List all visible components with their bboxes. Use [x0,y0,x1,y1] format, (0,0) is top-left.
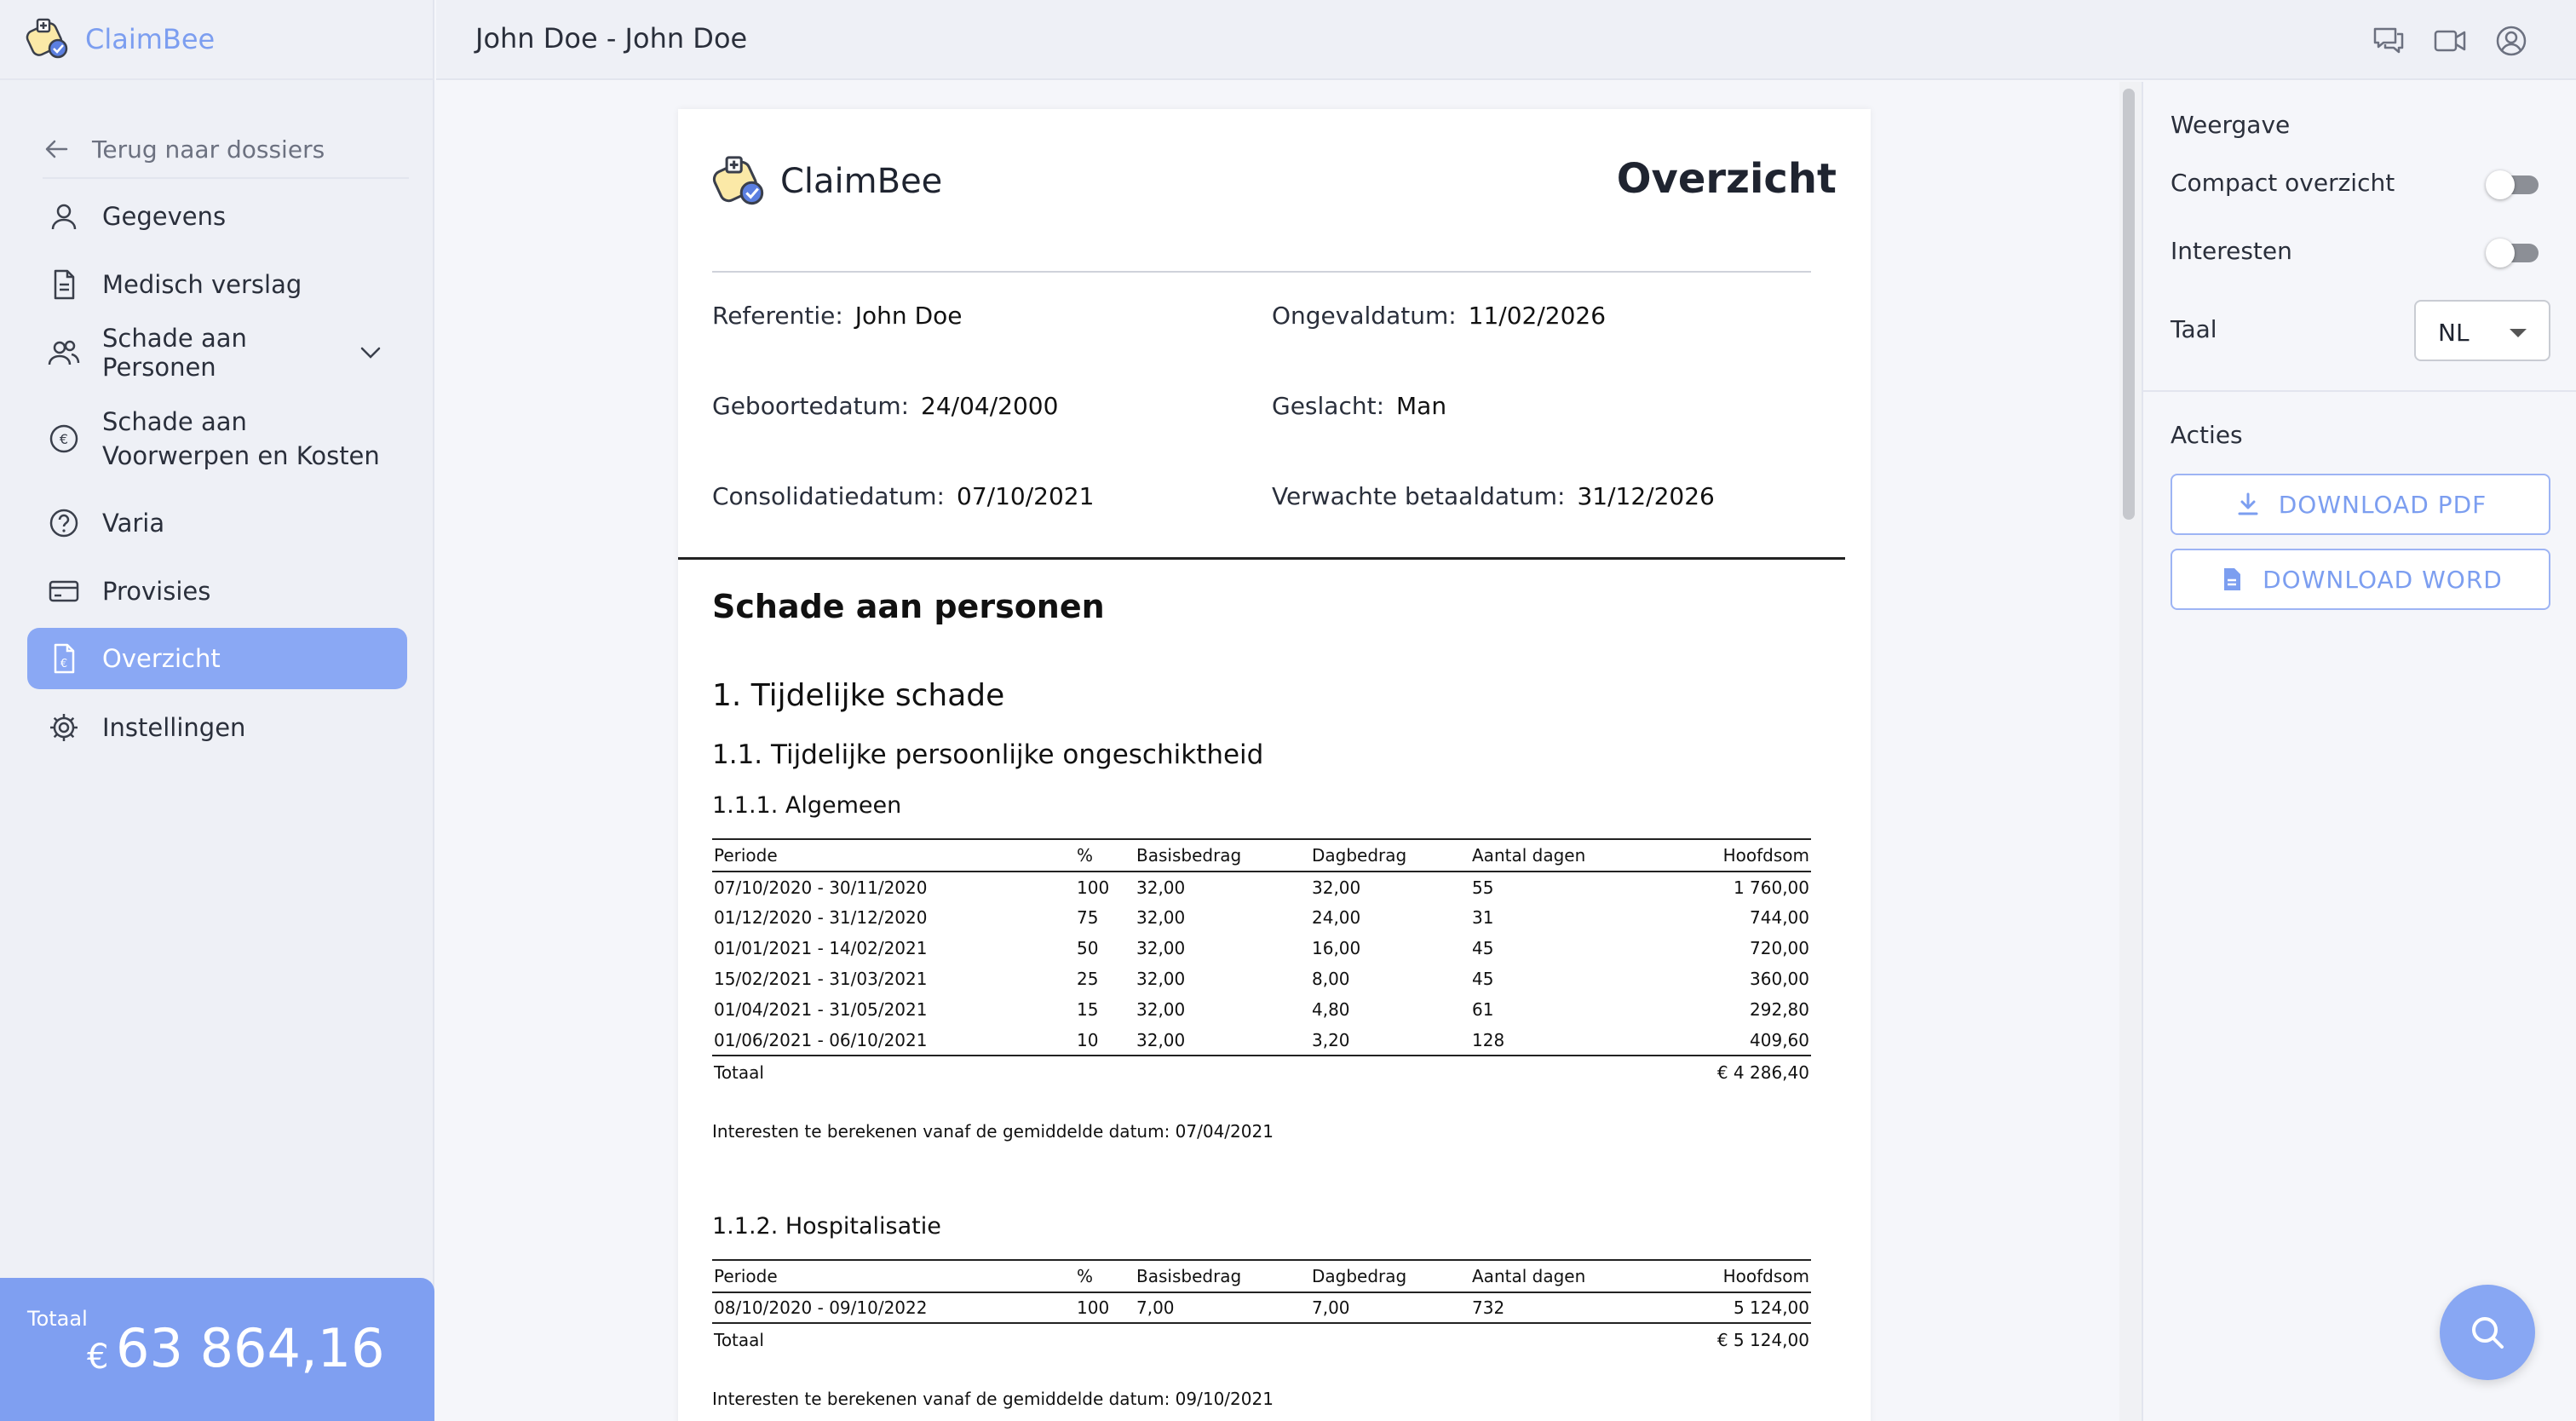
field-label: Consolidatiedatum: [712,482,945,510]
language-value: NL [2438,319,2470,347]
column-header: Periode [712,839,1075,872]
compact-overzicht-toggle[interactable] [2491,175,2539,194]
top-header [436,0,2576,80]
cell: 61 [1472,999,1494,1020]
interest-note: Interesten te berekenen vanaf de gemiddelde datum: 07/04/2021 [712,1121,1274,1142]
document-icon [48,268,80,301]
field-value: 07/10/2021 [957,482,1095,510]
sidebar-item-label: Schade aan Personen [102,324,247,382]
heading-tijdelijke-schade: 1. Tijdelijke schade [712,678,1005,713]
back-to-dossiers-link[interactable] [43,121,409,179]
claimbee-logo-icon [712,153,768,210]
cell: 32,00 [1136,1029,1186,1050]
cell: 32,00 [1136,969,1186,989]
table-algemeen [712,838,1811,1088]
field-value: John Doe [854,302,963,330]
cell: 32,00 [1312,877,1361,898]
table-row [712,1025,1811,1056]
cell: 50 [1077,938,1099,958]
cell: 3,20 [1312,1029,1350,1050]
chat-icon[interactable] [2372,24,2406,58]
field-label: Ongevaldatum: [1272,302,1457,330]
cell: 10 [1077,1029,1099,1050]
column-header: % [1075,1260,1135,1292]
chevron-down-icon[interactable] [354,339,387,366]
sidebar-item-label: Varia [102,509,165,538]
cell: 75 [1077,907,1099,928]
total-amount: 63 864,16 [116,1317,385,1379]
column-header: Hoofdsom [1666,839,1811,872]
back-label: Terug naar dossiers [92,135,325,164]
download-icon [2234,491,2262,518]
column-header: Hoofdsom [1666,1260,1811,1292]
sidebar-item-label: Provisies [102,577,211,606]
brand[interactable] [0,0,433,80]
brand-name: ClaimBee [85,23,216,55]
interest-note: Interesten te berekenen vanaf de gemiddelde datum: 09/10/2021 [712,1389,1274,1409]
card-icon [48,575,80,607]
cell: 08/10/2020 - 09/10/2022 [714,1297,928,1318]
cell: 732 [1472,1297,1505,1318]
acties-heading: Acties [2171,421,2243,449]
cell: 720,00 [1750,938,1809,958]
euro-icon [48,423,80,455]
column-header: Basisbedrag [1135,839,1310,872]
field-value: 24/04/2000 [921,392,1059,420]
video-icon[interactable] [2433,24,2467,58]
field-ongevaldatum [1272,302,1606,330]
document-brand [712,153,942,210]
field-label: Referentie: [712,302,843,330]
claimbee-logo-icon [26,16,72,62]
sidebar-item-label: Schade aan Voorwerpen en Kosten [102,407,380,470]
table-hospitalisatie [712,1259,1811,1355]
heading-persoonlijke-ongeschiktheid: 1.1. Tijdelijke persoonlijke ongeschiktheid [712,739,1264,770]
overview-document [678,109,1871,1421]
cell: 1 760,00 [1733,877,1809,898]
toggle-knob [2486,239,2515,268]
field-label: Verwachte betaaldatum: [1272,482,1566,510]
table-total-row [712,1323,1811,1355]
cell: 7,00 [1136,1297,1175,1318]
cell: 360,00 [1750,969,1809,989]
cell: 100 [1077,877,1110,898]
table-row [712,872,1811,902]
cell: 07/10/2020 - 30/11/2020 [714,877,928,898]
language-select[interactable] [2414,300,2550,361]
section-title: Schade aan personen [712,588,1105,625]
cell: 01/12/2020 - 31/12/2020 [714,907,928,928]
scrollbar-thumb[interactable] [2123,89,2135,520]
document-brand-name: ClaimBee [780,162,943,201]
sidebar-item-varia[interactable] [27,498,407,549]
arrow-left-icon [43,135,72,164]
table-header-row [712,839,1811,872]
toggle-knob [2486,170,2515,199]
cell: 32,00 [1136,877,1186,898]
cell: 32,00 [1136,999,1186,1020]
account-icon[interactable] [2494,24,2528,58]
sidebar-item-provisies[interactable] [27,566,407,617]
sidebar-item-label: Medisch verslag [102,270,302,299]
table-row [712,994,1811,1025]
cell: 7,00 [1312,1297,1350,1318]
download-pdf-button[interactable] [2171,474,2550,535]
svg-text:€: € [60,658,68,670]
cell: 16,00 [1312,938,1361,958]
interesten-label: Interesten [2171,237,2292,265]
field-referentie [712,302,963,330]
field-value: Man [1396,392,1447,420]
sidebar-item-schade-aan-voorwerpen[interactable] [27,400,407,477]
heading-hospitalisatie: 1.1.2. Hospitalisatie [712,1213,941,1240]
field-label: Geslacht: [1272,392,1385,420]
column-header: Basisbedrag [1135,1260,1310,1292]
document-scrollbar[interactable] [2119,82,2142,1421]
search-fab-button[interactable] [2440,1285,2535,1380]
sidebar-item-label: Overzicht [102,644,221,673]
search-icon [2467,1312,2508,1353]
cell: 25 [1077,969,1099,989]
table-row [712,964,1811,994]
table-row [712,1292,1811,1323]
download-word-label: DOWNLOAD WORD [2263,565,2503,594]
total-label: Totaal [712,1056,1075,1088]
cell: 24,00 [1312,907,1361,928]
sidebar [0,0,434,1421]
cell: 45 [1472,938,1494,958]
field-betaaldatum [1272,482,1715,510]
total-label: Totaal [27,1307,88,1331]
euro-document-icon [48,642,80,675]
download-word-button[interactable] [2171,549,2550,610]
cell: 32,00 [1136,907,1186,928]
compact-overzicht-label: Compact overzicht [2171,169,2395,197]
people-icon [48,337,80,369]
cell: 01/06/2021 - 06/10/2021 [714,1029,928,1050]
sidebar-item-label: Gegevens [102,202,227,231]
field-value: 11/02/2026 [1468,302,1607,330]
weergave-heading: Weergave [2171,111,2291,139]
cell: 15/02/2021 - 31/03/2021 [714,969,928,989]
column-header: Aantal dagen [1470,1260,1666,1292]
caret-down-icon [2510,329,2527,337]
table-total-row [712,1056,1811,1088]
sidebar-item-schade-aan-personen[interactable] [27,324,407,382]
field-value: 31/12/2026 [1577,482,1715,510]
cell: 01/04/2021 - 31/05/2021 [714,999,928,1020]
cell: 32,00 [1136,938,1186,958]
cell: 01/01/2021 - 14/02/2021 [714,938,928,958]
cell: 100 [1077,1297,1110,1318]
cell: 15 [1077,999,1099,1020]
download-pdf-label: DOWNLOAD PDF [2278,490,2487,519]
cell: 45 [1472,969,1494,989]
person-icon [48,200,80,233]
sidebar-item-instellingen[interactable] [27,702,407,753]
total-value: € 4 286,40 [1666,1056,1811,1088]
cell: 5 124,00 [1733,1297,1809,1318]
sidebar-item-medisch-verslag[interactable] [27,259,407,310]
cell: 128 [1472,1029,1505,1050]
total-label: Totaal [712,1323,1075,1355]
total-value: € 5 124,00 [1666,1323,1811,1355]
help-icon [48,507,80,539]
column-header: Aantal dagen [1470,839,1666,872]
divider [678,557,1845,560]
sidebar-item-gegevens[interactable] [27,191,407,242]
svg-text:€: € [59,431,69,447]
cell: 31 [1472,907,1494,928]
cell: 8,00 [1312,969,1350,989]
field-geboortedatum [712,392,1058,420]
document-title: Overzicht [1616,155,1837,203]
cell: 409,60 [1750,1029,1809,1050]
sidebar-item-overzicht[interactable] [27,628,407,689]
divider [2143,390,2576,392]
column-header: Dagbedrag [1310,1260,1470,1292]
document-viewer[interactable] [436,82,2119,1421]
taal-label: Taal [2171,315,2217,343]
settings-panel [2142,82,2576,1421]
page-title: John Doe - John Doe [475,22,748,55]
cell: 55 [1472,877,1494,898]
cell: 292,80 [1750,999,1809,1020]
field-geslacht [1272,392,1446,420]
heading-algemeen: 1.1.1. Algemeen [712,792,902,819]
total-currency: € [87,1338,109,1377]
table-row [712,902,1811,933]
field-label: Geboortedatum: [712,392,910,420]
column-header: % [1075,839,1135,872]
gear-icon [48,711,80,744]
divider [712,271,1811,273]
field-consolidatiedatum [712,482,1094,510]
table-header-row [712,1260,1811,1292]
document-icon [2218,566,2245,593]
table-row [712,933,1811,964]
sidebar-item-label: Instellingen [102,713,246,742]
cell: 744,00 [1750,907,1809,928]
column-header: Dagbedrag [1310,839,1470,872]
cell: 4,80 [1312,999,1350,1020]
total-summary [0,1278,434,1421]
interesten-toggle[interactable] [2491,244,2539,262]
column-header: Periode [712,1260,1075,1292]
